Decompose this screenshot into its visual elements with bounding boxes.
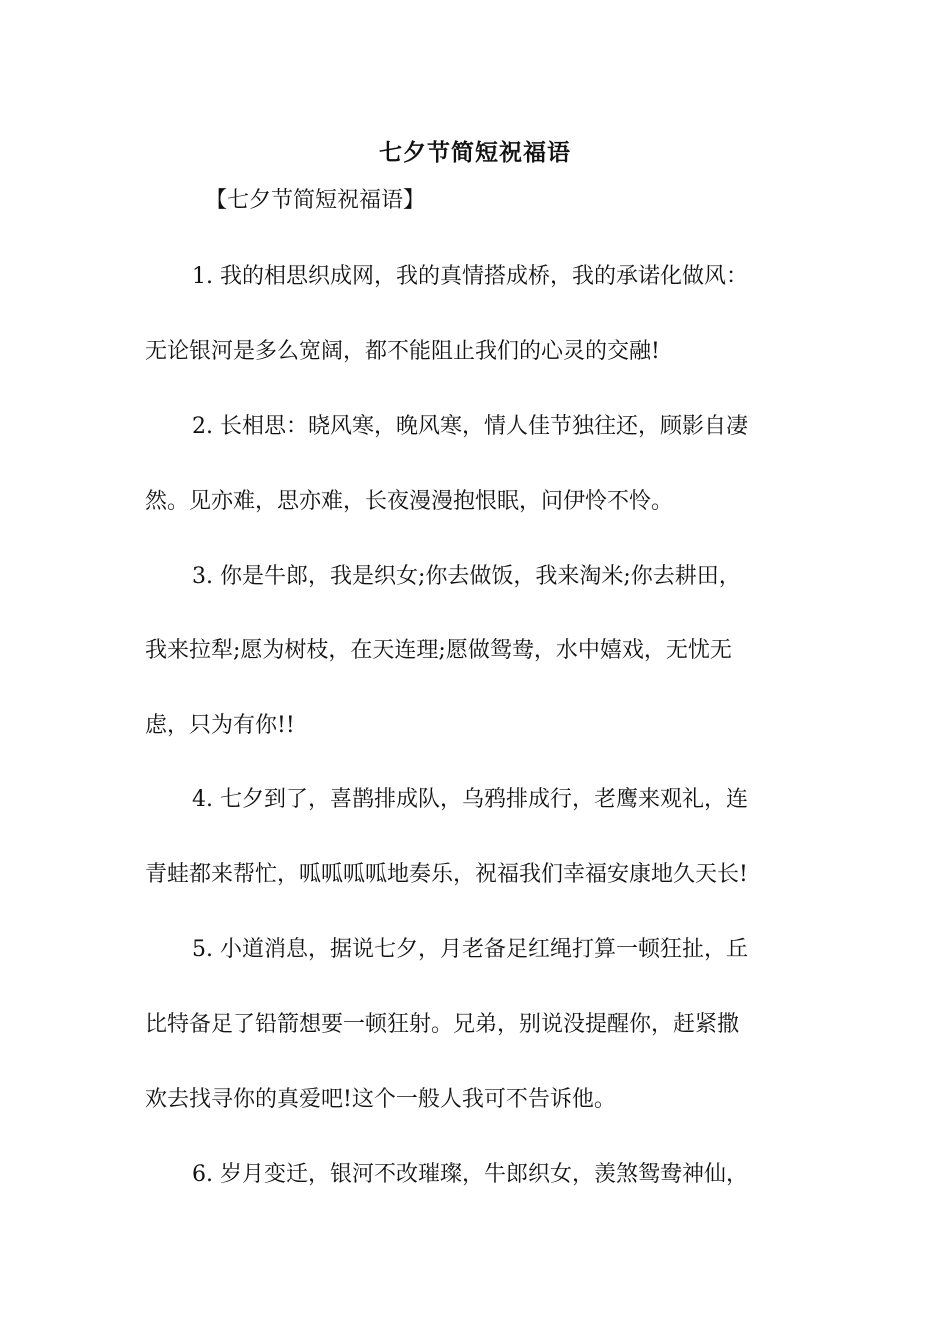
paragraph-line: 然。见亦难，思亦难，长夜漫漫抱恨眠，问伊怜不怜。 (145, 489, 674, 514)
paragraph-line: 我来拉犁;愿为树枝，在天连理;愿做鸳鸯，水中嬉戏，无忧无 (145, 638, 732, 663)
paragraph-line: 比特备足了铅箭想要一顿狂射。兄弟，别说没提醒你，赶紧撒 (145, 1012, 740, 1037)
paragraph-line: 1. 我的相思织成网，我的真情搭成桥，我的承诺化做风： (192, 264, 748, 289)
paragraph-line: 6. 岁月变迁，银河不改璀璨，牛郎织女，羡煞鸳鸯神仙， (192, 1162, 748, 1187)
paragraph-line: 5. 小道消息，据说七夕，月老备足红绳打算一顿狂扯，丘 (192, 937, 748, 962)
paragraph-line: 4. 七夕到了，喜鹊排成队，乌鸦排成行，老鹰来观礼，连 (192, 787, 748, 812)
paragraph-line: 2. 长相思：晓风寒，晚风寒，情人佳节独往还，顾影自凄 (192, 414, 748, 439)
document-subheading: 【七夕节简短祝福语】 (205, 188, 426, 213)
paragraph-line: 无论银河是多么宽阔，都不能阻止我们的心灵的交融! (145, 339, 660, 364)
paragraph-line: 青蛙都来帮忙，呱呱呱呱地奏乐，祝福我们幸福安康地久天长! (145, 862, 748, 887)
paragraph-line: 虑，只为有你!! (145, 713, 295, 738)
paragraph-line: 欢去找寻你的真爱吧!这个一般人我可不告诉他。 (145, 1087, 616, 1112)
paragraph-line: 3. 你是牛郎，我是织女;你去做饭，我来淘米;你去耕田， (192, 564, 741, 589)
document-title: 七夕节简短祝福语 (379, 139, 571, 166)
